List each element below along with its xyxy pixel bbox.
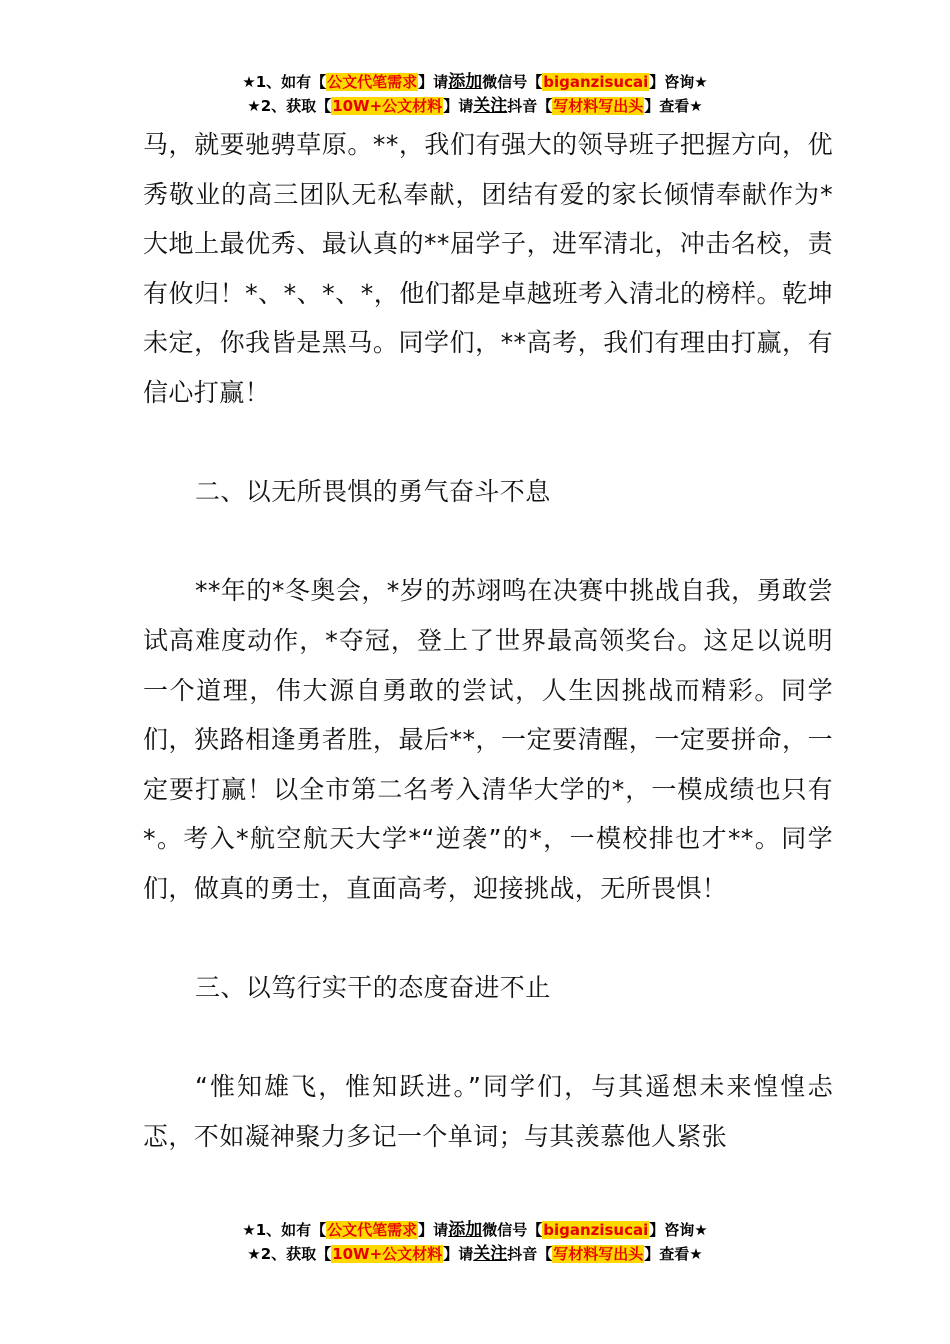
promo-text: ★2、获取【 — [247, 97, 332, 115]
spacer — [143, 517, 833, 567]
promo-text: 】请 — [443, 1245, 474, 1263]
spacer — [143, 1013, 833, 1063]
promo-text: ★2、获取【 — [247, 1245, 332, 1263]
promo-highlight: 公文代笔需求 — [327, 1221, 418, 1239]
promo-line-1 — [0, 1218, 950, 1242]
promo-line-1 — [0, 70, 950, 94]
promo-text: 】咨询★ — [649, 73, 708, 91]
promo-text: 】请 — [418, 73, 449, 91]
promo-text: 】请 — [443, 97, 474, 115]
promo-highlight: 10W+公文材料 — [332, 97, 443, 115]
section-heading: 三、以笃行实干的态度奋进不止 — [195, 973, 551, 1003]
header-promo-banner — [0, 70, 950, 118]
spacer — [143, 418, 833, 468]
spacer — [143, 914, 833, 964]
promo-line-2 — [0, 94, 950, 118]
section-heading: 二、以无所畏惧的勇气奋斗不息 — [195, 477, 551, 507]
promo-highlight: biganzisucai — [543, 1221, 649, 1239]
promo-text: 抖音【 — [507, 1245, 553, 1263]
promo-highlight: 写材料写出头 — [553, 1245, 644, 1263]
promo-text: 微信号【 — [482, 73, 543, 91]
promo-highlight: 写材料写出头 — [553, 97, 644, 115]
promo-highlight: biganzisucai — [543, 73, 649, 91]
promo-text: 】查看★ — [644, 1245, 703, 1263]
promo-text: 】咨询★ — [649, 1221, 708, 1239]
promo-text: ★1、如有【 — [242, 1221, 327, 1239]
paragraph: “惟知雄飞，惟知跃进。”同学们，与其遥想未来惶惶忐忑，不如凝神聚力多记一个单词；与其羡慕他人紧张 — [143, 1072, 833, 1151]
promo-emphasis: 添加 — [448, 72, 483, 92]
promo-text: ★1、如有【 — [242, 73, 327, 91]
document-body — [143, 120, 833, 1161]
promo-text: 抖音【 — [507, 97, 553, 115]
promo-emphasis: 关注 — [473, 96, 508, 116]
promo-text: 微信号【 — [482, 1221, 543, 1239]
promo-highlight: 公文代笔需求 — [327, 73, 418, 91]
promo-emphasis: 关注 — [473, 1244, 508, 1264]
paragraph: **年的*冬奥会，*岁的苏翊鸣在决赛中挑战自我，勇敢尝试高难度动作，*夺冠，登上了世界最高领奖台。这足以说明一个道理，伟大源自勇敢的尝试，人生因挑战而精彩。同学们，狭路相逢勇者胜，最后**，一定要清醒，一定要拼命，一定要打赢！以全市第二名考入清华大学的*，一模成绩也只有*。考入*航空航天大学*“逆袭”的*，一模校排也才**。同学们，做真的勇士，直面高考，迎接挑战，无所畏惧！ — [143, 576, 833, 903]
promo-line-2 — [0, 1242, 950, 1266]
promo-text: 】请 — [418, 1221, 449, 1239]
promo-highlight: 10W+公文材料 — [332, 1245, 443, 1263]
promo-text: 】查看★ — [644, 97, 703, 115]
promo-emphasis: 添加 — [448, 1220, 483, 1240]
footer-promo-banner — [0, 1218, 950, 1266]
paragraph: 马，就要驰骋草原。**，我们有强大的领导班子把握方向，优秀敬业的高三团队无私奉献，团结有爱的家长倾情奉献作为*大地上最优秀、最认真的**届学子，进军清北，冲击名校，责有攸归！*、*、*、*，他们都是卓越班考入清北的榜样。乾坤未定，你我皆是黑马。同学们，**高考，我们有理由打赢，有信心打赢！ — [143, 130, 833, 407]
